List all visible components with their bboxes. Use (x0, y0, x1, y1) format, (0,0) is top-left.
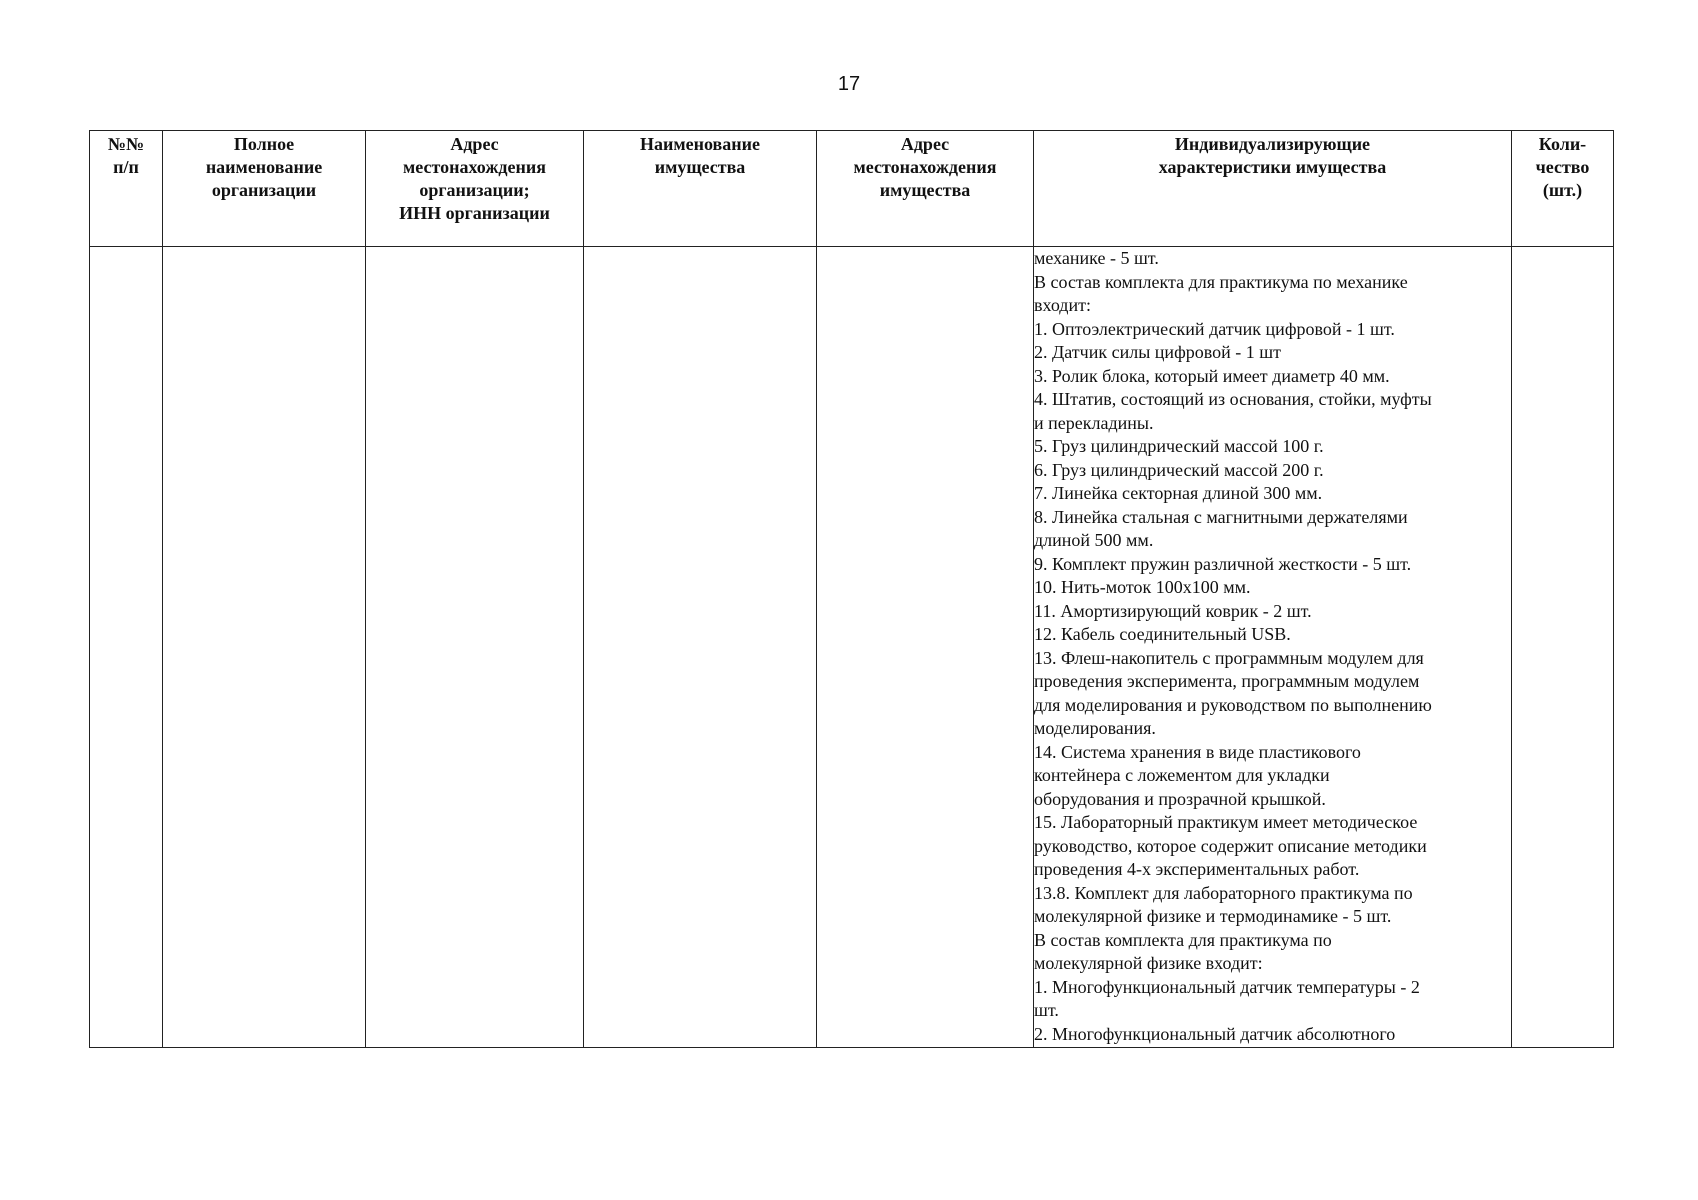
characteristics-line: 13.8. Комплект для лабораторного практикума по (1034, 882, 1413, 903)
characteristics-line: В состав комплекта для практикума по механике (1034, 271, 1408, 292)
characteristics-line: моделирования. (1034, 718, 1156, 738)
characteristics-line: 3. Ролик блока, который имеет диаметр 40 мм. (1034, 365, 1390, 386)
header-quantity: Коли- чество (шт.) (1512, 131, 1614, 247)
header-number: №№ п/п (90, 131, 163, 247)
header-org-name: Полное наименование организации (163, 131, 366, 247)
characteristics-line: оборудования и прозрачной крышкой. (1034, 788, 1326, 809)
characteristics-line: механике - 5 шт. (1034, 248, 1159, 268)
header-org-address: Адрес местонахождения организации; ИНН организации (366, 131, 584, 247)
characteristics-line: 5. Груз цилиндрический массой 100 г. (1034, 436, 1324, 456)
property-table (89, 130, 1614, 1048)
characteristics-line: длиной 500 мм. (1034, 530, 1154, 550)
characteristics-line: 13. Флеш-накопитель с программным модулем для (1034, 647, 1424, 668)
cell-quantity (1512, 247, 1614, 1048)
page-number: 17 (837, 73, 861, 95)
characteristics-line: 11. Амортизирующий коврик - 2 шт. (1034, 600, 1312, 621)
header-characteristics: Индивидуализирующие характеристики имущества (1034, 131, 1512, 247)
cell-property-name (584, 247, 817, 1048)
cell-number (90, 247, 163, 1048)
characteristics-line: 2. Многофункциональный датчик абсолютного (1034, 1023, 1396, 1044)
characteristics-line: 15. Лабораторный практикум имеет методическое (1034, 812, 1418, 832)
characteristics-line: 7. Линейка секторная длиной 300 мм. (1034, 483, 1323, 503)
characteristics-line: для моделирования и руководством по выполнению (1034, 694, 1432, 715)
characteristics-line: 6. Груз цилиндрический массой 200 г. (1034, 459, 1324, 480)
characteristics-line: контейнера с ложементом для укладки (1034, 765, 1330, 785)
characteristics-line: и перекладины. (1034, 412, 1154, 433)
cell-characteristics (1034, 247, 1512, 1048)
characteristics-line: 1. Многофункциональный датчик температуры - 2 (1034, 976, 1420, 997)
characteristics-line: проведения 4-х экспериментальных работ. (1034, 859, 1360, 879)
characteristics-line: руководство, которое содержит описание методики (1034, 835, 1427, 856)
characteristics-line: 1. Оптоэлектрический датчик цифровой - 1 шт. (1034, 318, 1395, 339)
characteristics-line: проведения эксперимента, программным модулем (1034, 671, 1420, 691)
table-row (90, 247, 1614, 1048)
characteristics-line: 14. Система хранения в виде пластикового (1034, 741, 1361, 762)
header-property-address: Адрес местонахождения имущества (817, 131, 1034, 247)
characteristics-line: входит: (1034, 295, 1091, 315)
cell-org-name (163, 247, 366, 1048)
characteristics-line: 10. Нить-моток 100х100 мм. (1034, 577, 1251, 597)
characteristics-line: 2. Датчик силы цифровой - 1 шт (1034, 342, 1281, 362)
header-property-name: Наименование имущества (584, 131, 817, 247)
characteristics-line: 12. Кабель соединительный USB. (1034, 624, 1291, 644)
characteristics-line: В состав комплекта для практикума по (1034, 929, 1332, 950)
characteristics-line: молекулярной физике входит: (1034, 953, 1263, 973)
characteristics-line: шт. (1034, 1000, 1059, 1020)
characteristics-line: 4. Штатив, состоящий из основания, стойки, муфты (1034, 389, 1432, 409)
characteristics-line: 9. Комплект пружин различной жесткости - 5 шт. (1034, 553, 1412, 574)
cell-property-address (817, 247, 1034, 1048)
table-header-row (90, 131, 1614, 247)
characteristics-line: молекулярной физике и термодинамике - 5 шт. (1034, 906, 1392, 926)
cell-org-address (366, 247, 584, 1048)
characteristics-line: 8. Линейка стальная с магнитными держателями (1034, 506, 1408, 527)
